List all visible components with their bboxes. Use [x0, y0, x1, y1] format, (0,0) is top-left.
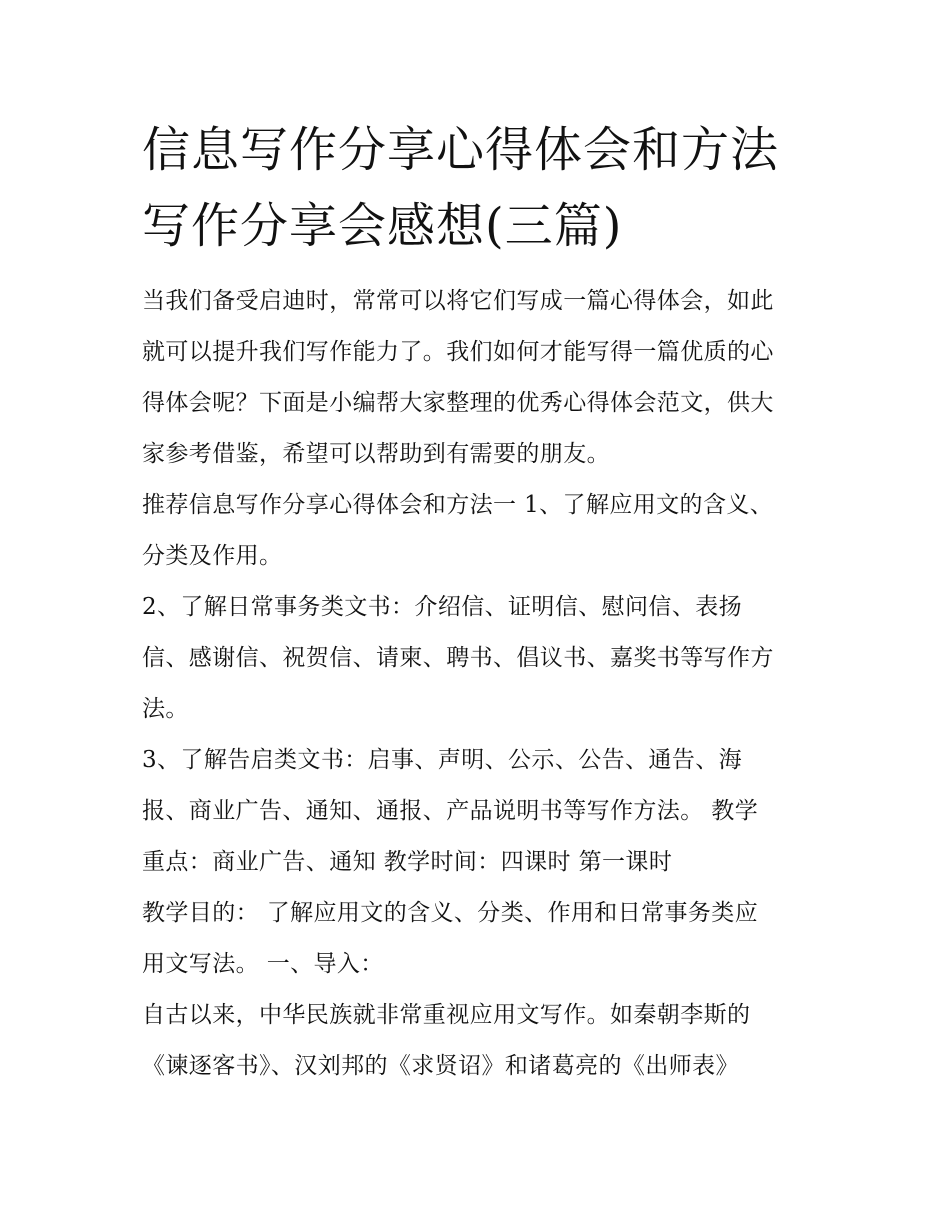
body-line: 信、感谢信、祝贺信、请柬、聘书、倡议书、嘉奖书等写作方 — [142, 645, 774, 671]
title-line-2: 写作分享会感想(三篇) — [142, 198, 623, 254]
body-line: 重点：商业广告、通知 教学时间：四课时 第一课时 — [142, 849, 673, 875]
document-title — [142, 112, 842, 264]
body-line: 教学目的： 了解应用文的含义、分类、作用和日常事务类应 — [142, 900, 759, 926]
body-line: 2、了解日常事务类文书：介绍信、证明信、慰问信、表扬 — [142, 594, 743, 620]
document-body — [142, 276, 822, 1092]
body-line: 自古以来，中华民族就非常重视应用文写作。如秦朝李斯的 — [142, 1002, 751, 1028]
body-line: 《谏逐客书》、汉刘邦的《求贤诏》和诸葛亮的《出师表》 — [142, 1053, 739, 1079]
body-line: 用文写法。 一、导入： — [142, 951, 384, 977]
body-line: 法。 — [142, 696, 189, 722]
title-line-1: 信息写作分享心得体会和方法 — [142, 122, 780, 178]
body-line: 就可以提升我们写作能力了。我们如何才能写得一篇优质的心 — [142, 339, 774, 365]
body-line: 当我们备受启迪时，常常可以将它们写成一篇心得体会，如此 — [142, 288, 774, 314]
body-line: 分类及作用。 — [142, 543, 283, 569]
body-line: 得体会呢？下面是小编帮大家整理的优秀心得体会范文，供大 — [142, 390, 774, 416]
body-line: 家参考借鉴，希望可以帮助到有需要的朋友。 — [142, 441, 610, 467]
body-line: 推荐信息写作分享心得体会和方法一 1、了解应用文的含义、 — [142, 492, 774, 518]
body-line: 3、了解告启类文书：启事、声明、公示、公告、通告、海 — [142, 747, 743, 773]
body-line: 报、商业广告、通知、通报、产品说明书等写作方法。 教学 — [142, 798, 759, 824]
